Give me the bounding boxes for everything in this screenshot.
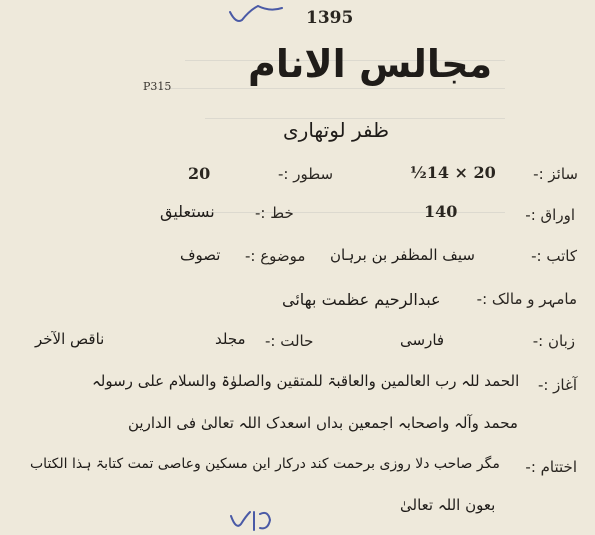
- page-title: مجالس الانام: [248, 42, 493, 86]
- explicit-label: اختتام :-: [525, 458, 577, 476]
- check-mark-icon: [228, 2, 284, 28]
- bleed-through-line: [145, 88, 505, 89]
- defect-note: ناقص الآخر: [35, 330, 105, 348]
- script-label: خط :-: [255, 204, 294, 222]
- size-label: سائز :-: [533, 165, 578, 183]
- shelf-mark: P315: [143, 80, 172, 93]
- subject-value: تصوف: [180, 246, 221, 264]
- scribe-value: سیف المظفر بن برہان: [330, 246, 475, 264]
- size-value: 20 × 14½: [410, 163, 496, 182]
- seal-owner-label: مامہر و مالک :-: [476, 290, 577, 308]
- language-value: فارسی: [400, 331, 445, 349]
- subject-label: موضوع :-: [245, 247, 306, 265]
- condition-value: مجلد: [215, 330, 246, 348]
- folios-value: 140: [424, 202, 458, 221]
- explicit-line-2: بعون اللہ تعالیٰ: [400, 496, 496, 514]
- lines-label: سطور :-: [278, 165, 334, 183]
- language-label: زبان :-: [532, 332, 575, 350]
- incipit-line-2: محمد وآلہ واصحابہ اجمعین بداں اسعدک اللہ تعالیٰ فی الدارین: [128, 414, 518, 432]
- condition-label: حالت :-: [265, 332, 314, 350]
- folio-number: 1395: [306, 8, 354, 28]
- incipit-line-1: الحمد للہ رب العالمین والعاقبۃ للمتقین والصلوٰۃ والسلام علی رسولہ: [92, 372, 520, 390]
- lines-value: 20: [188, 164, 211, 183]
- scribe-label: کاتب :-: [531, 247, 577, 265]
- folios-label: اوراق :-: [525, 206, 575, 224]
- check-mark-icon: [228, 508, 274, 534]
- script-value: نستعلیق: [160, 202, 215, 221]
- author-name: ظفر لوتھاری: [283, 118, 390, 142]
- explicit-line-1: مگر صاحب دلا روزی برحمت کند درکار این مسکین وعاصی تمت کتابۃ ہذا الکتاب: [30, 456, 500, 472]
- incipit-label: آغاز :-: [537, 376, 577, 394]
- seal-owner-value: عبدالرحیم عظمت بھائی: [282, 290, 441, 309]
